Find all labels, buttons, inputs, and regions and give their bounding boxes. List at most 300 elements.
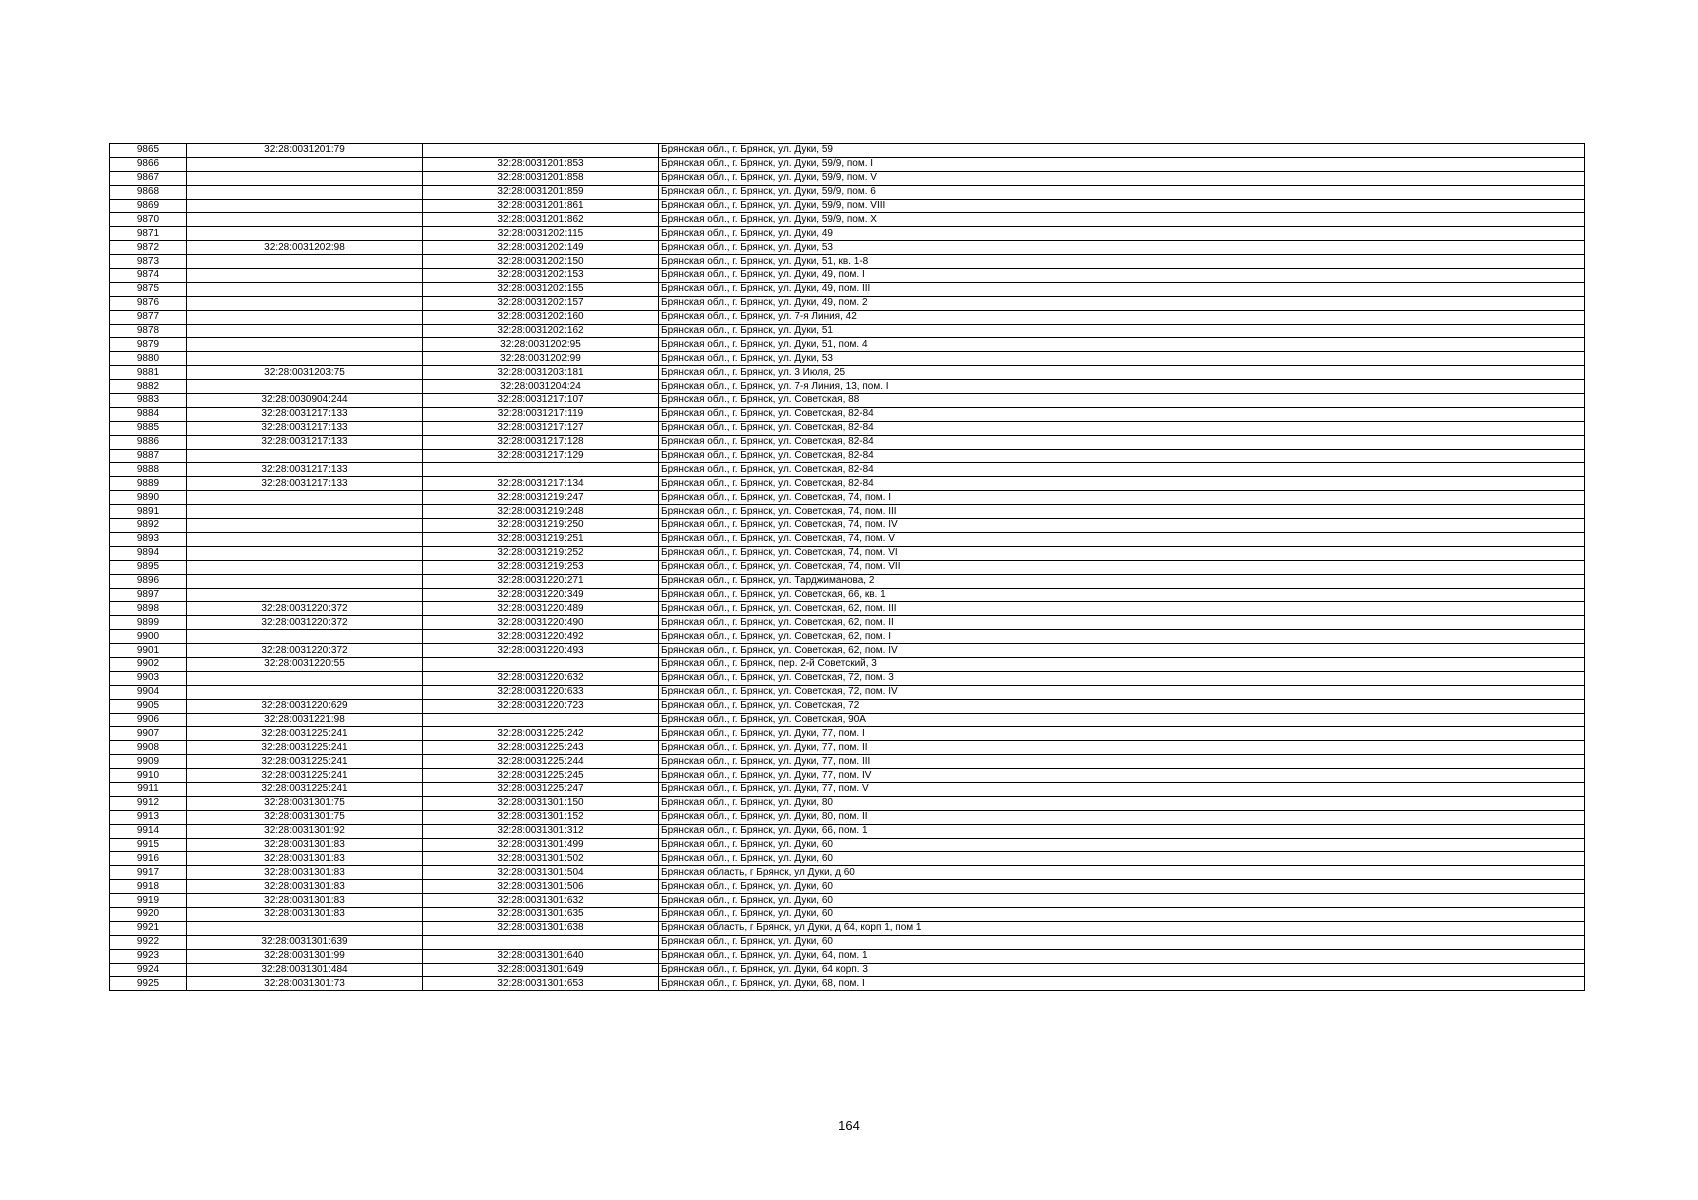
address-cell: Брянская обл., г. Брянск, ул. Советская, 82-84 — [659, 407, 1585, 421]
object-cadastral-number-cell: 32:28:0031201:861 — [423, 199, 659, 213]
address-cell: Брянская обл., г. Брянск, ул. Дуки, 60 — [659, 852, 1585, 866]
table-row — [110, 796, 1585, 810]
address-cell: Брянская обл., г. Брянск, ул. Дуки, 49, пом. 2 — [659, 296, 1585, 310]
row-number-cell: 9873 — [110, 255, 187, 269]
object-cadastral-number-cell: 32:28:0031202:115 — [423, 227, 659, 241]
row-number-cell: 9915 — [110, 838, 187, 852]
cadastral-number-cell — [187, 671, 423, 685]
cadastral-number-cell — [187, 255, 423, 269]
table-row — [110, 407, 1585, 421]
address-cell: Брянская обл., г. Брянск, ул. Дуки, 53 — [659, 352, 1585, 366]
table-row — [110, 727, 1585, 741]
table-row — [110, 769, 1585, 783]
address-cell: Брянская обл., г. Брянск, ул. Советская, 88 — [659, 394, 1585, 408]
cadastral-number-cell: 32:28:0031225:241 — [187, 755, 423, 769]
object-cadastral-number-cell — [423, 657, 659, 671]
address-cell: Брянская обл., г. Брянск, ул. Дуки, 64, пом. 1 — [659, 949, 1585, 963]
table-row — [110, 199, 1585, 213]
table-row — [110, 324, 1585, 338]
cadastral-number-cell: 32:28:0030904:244 — [187, 394, 423, 408]
object-cadastral-number-cell: 32:28:0031202:157 — [423, 296, 659, 310]
object-cadastral-number-cell: 32:28:0031301:635 — [423, 907, 659, 921]
table-row — [110, 907, 1585, 921]
row-number-cell: 9919 — [110, 894, 187, 908]
row-number-cell: 9890 — [110, 491, 187, 505]
table-row — [110, 630, 1585, 644]
row-number-cell: 9909 — [110, 755, 187, 769]
table-row — [110, 519, 1585, 533]
cadastral-number-cell: 32:28:0031217:133 — [187, 421, 423, 435]
address-cell: Брянская обл., г. Брянск, ул. Советская, 74, пом. VII — [659, 560, 1585, 574]
table-row — [110, 602, 1585, 616]
cadastral-number-cell — [187, 213, 423, 227]
address-cell: Брянская обл., г. Брянск, ул. Советская, 74, пом. I — [659, 491, 1585, 505]
cadastral-number-cell — [187, 519, 423, 533]
table-row — [110, 241, 1585, 255]
row-number-cell: 9886 — [110, 435, 187, 449]
address-cell: Брянская область, г Брянск, ул Дуки, д 60 — [659, 866, 1585, 880]
cadastral-number-cell — [187, 380, 423, 394]
table-row — [110, 935, 1585, 949]
row-number-cell: 9913 — [110, 810, 187, 824]
table-row — [110, 421, 1585, 435]
cadastral-number-cell: 32:28:0031220:372 — [187, 616, 423, 630]
table-row — [110, 866, 1585, 880]
table-row — [110, 782, 1585, 796]
object-cadastral-number-cell: 32:28:0031220:489 — [423, 602, 659, 616]
object-cadastral-number-cell: 32:28:0031301:150 — [423, 796, 659, 810]
address-cell: Брянская обл., г. Брянск, ул. Тарджиманова, 2 — [659, 574, 1585, 588]
object-cadastral-number-cell: 32:28:0031301:649 — [423, 963, 659, 977]
object-cadastral-number-cell: 32:28:0031201:859 — [423, 185, 659, 199]
table-row — [110, 657, 1585, 671]
object-cadastral-number-cell: 32:28:0031202:160 — [423, 310, 659, 324]
cadastral-number-cell — [187, 588, 423, 602]
row-number-cell: 9889 — [110, 477, 187, 491]
page-number: 164 — [838, 1118, 860, 1133]
table-row — [110, 588, 1585, 602]
object-cadastral-number-cell: 32:28:0031217:134 — [423, 477, 659, 491]
address-cell: Брянская обл., г. Брянск, ул. Дуки, 60 — [659, 935, 1585, 949]
row-number-cell: 9923 — [110, 949, 187, 963]
row-number-cell: 9902 — [110, 657, 187, 671]
cadastral-number-cell: 32:28:0031301:83 — [187, 880, 423, 894]
table-row — [110, 546, 1585, 560]
table-row — [110, 671, 1585, 685]
row-number-cell: 9924 — [110, 963, 187, 977]
object-cadastral-number-cell: 32:28:0031301:640 — [423, 949, 659, 963]
cadastral-number-cell — [187, 157, 423, 171]
table-row — [110, 963, 1585, 977]
address-cell: Брянская обл., г. Брянск, ул. Дуки, 77, пом. II — [659, 741, 1585, 755]
address-cell: Брянская обл., г. Брянск, ул. Советская, 74, пом. VI — [659, 546, 1585, 560]
row-number-cell: 9879 — [110, 338, 187, 352]
table-row — [110, 921, 1585, 935]
cadastral-number-cell: 32:28:0031217:133 — [187, 435, 423, 449]
cadastral-number-cell — [187, 505, 423, 519]
address-cell: Брянская обл., г. Брянск, ул. Дуки, 80, пом. II — [659, 810, 1585, 824]
object-cadastral-number-cell: 32:28:0031201:858 — [423, 171, 659, 185]
table-row — [110, 144, 1585, 158]
object-cadastral-number-cell: 32:28:0031301:632 — [423, 894, 659, 908]
cadastral-number-cell — [187, 532, 423, 546]
cadastral-number-cell — [187, 630, 423, 644]
table-row — [110, 616, 1585, 630]
cadastral-number-cell — [187, 296, 423, 310]
table-row — [110, 296, 1585, 310]
table-row — [110, 338, 1585, 352]
cadastral-number-cell — [187, 685, 423, 699]
row-number-cell: 9897 — [110, 588, 187, 602]
table-row — [110, 713, 1585, 727]
address-cell: Брянская обл., г. Брянск, ул. Дуки, 51, кв. 1-8 — [659, 255, 1585, 269]
cadastral-number-cell: 32:28:0031301:83 — [187, 852, 423, 866]
cadastral-number-cell — [187, 282, 423, 296]
address-cell: Брянская обл., г. Брянск, ул. Дуки, 68, пом. I — [659, 977, 1585, 991]
address-cell: Брянская обл., г. Брянск, ул. Советская, 74, пом. III — [659, 505, 1585, 519]
table-row — [110, 463, 1585, 477]
object-cadastral-number-cell: 32:28:0031202:95 — [423, 338, 659, 352]
address-cell: Брянская обл., г. Брянск, ул. Дуки, 77, пом. IV — [659, 769, 1585, 783]
row-number-cell: 9896 — [110, 574, 187, 588]
table-row — [110, 644, 1585, 658]
row-number-cell: 9904 — [110, 685, 187, 699]
cadastral-number-cell: 32:28:0031301:73 — [187, 977, 423, 991]
object-cadastral-number-cell: 32:28:0031220:632 — [423, 671, 659, 685]
address-cell: Брянская обл., г. Брянск, ул. Дуки, 60 — [659, 894, 1585, 908]
table-row — [110, 699, 1585, 713]
object-cadastral-number-cell: 32:28:0031204:24 — [423, 380, 659, 394]
table-row — [110, 880, 1585, 894]
table-row — [110, 491, 1585, 505]
object-cadastral-number-cell: 32:28:0031225:243 — [423, 741, 659, 755]
row-number-cell: 9876 — [110, 296, 187, 310]
row-number-cell: 9866 — [110, 157, 187, 171]
cadastral-number-cell: 32:28:0031225:241 — [187, 769, 423, 783]
registry-table — [109, 143, 1585, 991]
address-cell: Брянская обл., г. Брянск, ул. 7-я Линия, 13, пом. I — [659, 380, 1585, 394]
row-number-cell: 9867 — [110, 171, 187, 185]
address-cell: Брянская обл., г. Брянск, ул. Советская, 74, пом. V — [659, 532, 1585, 546]
table-row — [110, 310, 1585, 324]
address-cell: Брянская область, г Брянск, ул Дуки, д 64, корп 1, пом 1 — [659, 921, 1585, 935]
row-number-cell: 9901 — [110, 644, 187, 658]
cadastral-number-cell: 32:28:0031217:133 — [187, 477, 423, 491]
row-number-cell: 9912 — [110, 796, 187, 810]
table-row — [110, 505, 1585, 519]
cadastral-number-cell: 32:28:0031217:133 — [187, 407, 423, 421]
address-cell: Брянская обл., г. Брянск, ул. Дуки, 60 — [659, 907, 1585, 921]
cadastral-number-cell — [187, 171, 423, 185]
object-cadastral-number-cell: 32:28:0031220:493 — [423, 644, 659, 658]
table-row — [110, 213, 1585, 227]
address-cell: Брянская обл., г. Брянск, ул. Советская, 82-84 — [659, 421, 1585, 435]
row-number-cell: 9877 — [110, 310, 187, 324]
address-cell: Брянская обл., г. Брянск, ул. Дуки, 59 — [659, 144, 1585, 158]
row-number-cell: 9921 — [110, 921, 187, 935]
address-cell: Брянская обл., г. Брянск, пер. 2-й Советский, 3 — [659, 657, 1585, 671]
object-cadastral-number-cell: 32:28:0031301:502 — [423, 852, 659, 866]
address-cell: Брянская обл., г. Брянск, ул. Советская, 62, пом. I — [659, 630, 1585, 644]
address-cell: Брянская обл., г. Брянск, ул. Советская, 82-84 — [659, 449, 1585, 463]
cadastral-number-cell — [187, 491, 423, 505]
cadastral-number-cell: 32:28:0031203:75 — [187, 366, 423, 380]
address-cell: Брянская обл., г. Брянск, ул. Советская, 82-84 — [659, 463, 1585, 477]
row-number-cell: 9885 — [110, 421, 187, 435]
cadastral-number-cell: 32:28:0031221:98 — [187, 713, 423, 727]
row-number-cell: 9917 — [110, 866, 187, 880]
table-row — [110, 755, 1585, 769]
object-cadastral-number-cell: 32:28:0031301:506 — [423, 880, 659, 894]
cadastral-number-cell — [187, 574, 423, 588]
address-cell: Брянская обл., г. Брянск, ул. 7-я Линия, 42 — [659, 310, 1585, 324]
object-cadastral-number-cell: 32:28:0031202:155 — [423, 282, 659, 296]
row-number-cell: 9878 — [110, 324, 187, 338]
row-number-cell: 9914 — [110, 824, 187, 838]
table-row — [110, 574, 1585, 588]
address-cell: Брянская обл., г. Брянск, ул. Советская, 62, пом. III — [659, 602, 1585, 616]
row-number-cell: 9892 — [110, 519, 187, 533]
address-cell: Брянская обл., г. Брянск, ул. Дуки, 53 — [659, 241, 1585, 255]
cadastral-number-cell — [187, 324, 423, 338]
table-row — [110, 435, 1585, 449]
table-row — [110, 824, 1585, 838]
object-cadastral-number-cell: 32:28:0031202:162 — [423, 324, 659, 338]
object-cadastral-number-cell: 32:28:0031301:499 — [423, 838, 659, 852]
object-cadastral-number-cell: 32:28:0031219:250 — [423, 519, 659, 533]
table-row — [110, 171, 1585, 185]
address-cell: Брянская обл., г. Брянск, ул. Советская, 74, пом. IV — [659, 519, 1585, 533]
table-row — [110, 227, 1585, 241]
address-cell: Брянская обл., г. Брянск, ул. Советская, 72 — [659, 699, 1585, 713]
address-cell: Брянская обл., г. Брянск, ул. Советская, 82-84 — [659, 477, 1585, 491]
address-cell: Брянская обл., г. Брянск, ул. Дуки, 59/9, пом. V — [659, 171, 1585, 185]
table-row — [110, 255, 1585, 269]
table-row — [110, 838, 1585, 852]
cadastral-number-cell — [187, 227, 423, 241]
address-cell: Брянская обл., г. Брянск, ул. Советская, 90А — [659, 713, 1585, 727]
address-cell: Брянская обл., г. Брянск, ул. Дуки, 59/9, пом. X — [659, 213, 1585, 227]
object-cadastral-number-cell: 32:28:0031219:248 — [423, 505, 659, 519]
object-cadastral-number-cell — [423, 144, 659, 158]
cadastral-number-cell — [187, 546, 423, 560]
cadastral-number-cell: 32:28:0031301:83 — [187, 866, 423, 880]
object-cadastral-number-cell: 32:28:0031201:853 — [423, 157, 659, 171]
address-cell: Брянская обл., г. Брянск, ул. Советская, 62, пом. IV — [659, 644, 1585, 658]
address-cell: Брянская обл., г. Брянск, ул. Дуки, 49 — [659, 227, 1585, 241]
row-number-cell: 9887 — [110, 449, 187, 463]
row-number-cell: 9907 — [110, 727, 187, 741]
table-row — [110, 894, 1585, 908]
row-number-cell: 9908 — [110, 741, 187, 755]
cadastral-number-cell: 32:28:0031225:241 — [187, 727, 423, 741]
address-cell: Брянская обл., г. Брянск, ул. Дуки, 77, пом. V — [659, 782, 1585, 796]
row-number-cell: 9925 — [110, 977, 187, 991]
address-cell: Брянская обл., г. Брянск, ул. Дуки, 51, пом. 4 — [659, 338, 1585, 352]
row-number-cell: 9894 — [110, 546, 187, 560]
table-row — [110, 157, 1585, 171]
row-number-cell: 9899 — [110, 616, 187, 630]
row-number-cell: 9922 — [110, 935, 187, 949]
cadastral-number-cell: 32:28:0031301:75 — [187, 810, 423, 824]
table-row — [110, 366, 1585, 380]
row-number-cell: 9865 — [110, 144, 187, 158]
table-row — [110, 949, 1585, 963]
cadastral-number-cell — [187, 269, 423, 283]
cadastral-number-cell: 32:28:0031220:372 — [187, 602, 423, 616]
row-number-cell: 9920 — [110, 907, 187, 921]
object-cadastral-number-cell: 32:28:0031301:653 — [423, 977, 659, 991]
table-row — [110, 449, 1585, 463]
object-cadastral-number-cell: 32:28:0031202:150 — [423, 255, 659, 269]
table-row — [110, 380, 1585, 394]
object-cadastral-number-cell: 32:28:0031225:242 — [423, 727, 659, 741]
row-number-cell: 9868 — [110, 185, 187, 199]
cadastral-number-cell: 32:28:0031301:83 — [187, 894, 423, 908]
object-cadastral-number-cell — [423, 463, 659, 477]
address-cell: Брянская обл., г. Брянск, ул. Советская, 82-84 — [659, 435, 1585, 449]
table-row — [110, 560, 1585, 574]
object-cadastral-number-cell: 32:28:0031202:99 — [423, 352, 659, 366]
object-cadastral-number-cell: 32:28:0031225:247 — [423, 782, 659, 796]
object-cadastral-number-cell: 32:28:0031301:638 — [423, 921, 659, 935]
row-number-cell: 9881 — [110, 366, 187, 380]
address-cell: Брянская обл., г. Брянск, ул. Дуки, 51 — [659, 324, 1585, 338]
row-number-cell: 9882 — [110, 380, 187, 394]
row-number-cell: 9910 — [110, 769, 187, 783]
row-number-cell: 9888 — [110, 463, 187, 477]
cadastral-number-cell: 32:28:0031225:241 — [187, 741, 423, 755]
table-row — [110, 977, 1585, 991]
row-number-cell: 9916 — [110, 852, 187, 866]
row-number-cell: 9903 — [110, 671, 187, 685]
cadastral-number-cell: 32:28:0031201:79 — [187, 144, 423, 158]
address-cell: Брянская обл., г. Брянск, ул. Дуки, 64 корп. 3 — [659, 963, 1585, 977]
row-number-cell: 9893 — [110, 532, 187, 546]
object-cadastral-number-cell: 32:28:0031220:492 — [423, 630, 659, 644]
object-cadastral-number-cell: 32:28:0031220:633 — [423, 685, 659, 699]
cadastral-number-cell — [187, 449, 423, 463]
cadastral-number-cell: 32:28:0031301:83 — [187, 838, 423, 852]
object-cadastral-number-cell: 32:28:0031225:244 — [423, 755, 659, 769]
table-row — [110, 269, 1585, 283]
cadastral-number-cell: 32:28:0031301:75 — [187, 796, 423, 810]
object-cadastral-number-cell: 32:28:0031217:129 — [423, 449, 659, 463]
object-cadastral-number-cell: 32:28:0031220:271 — [423, 574, 659, 588]
address-cell: Брянская обл., г. Брянск, ул. Дуки, 60 — [659, 838, 1585, 852]
address-cell: Брянская обл., г. Брянск, ул. Советская, 72, пом. 3 — [659, 671, 1585, 685]
address-cell: Брянская обл., г. Брянск, ул. Советская, 62, пом. II — [659, 616, 1585, 630]
address-cell: Брянская обл., г. Брянск, ул. Дуки, 77, пом. I — [659, 727, 1585, 741]
object-cadastral-number-cell: 32:28:0031201:862 — [423, 213, 659, 227]
object-cadastral-number-cell: 32:28:0031219:252 — [423, 546, 659, 560]
cadastral-number-cell: 32:28:0031301:92 — [187, 824, 423, 838]
cadastral-number-cell — [187, 921, 423, 935]
address-cell: Брянская обл., г. Брянск, ул. Советская, 66, кв. 1 — [659, 588, 1585, 602]
cadastral-number-cell: 32:28:0031220:629 — [187, 699, 423, 713]
object-cadastral-number-cell: 32:28:0031301:504 — [423, 866, 659, 880]
cadastral-number-cell — [187, 352, 423, 366]
cadastral-number-cell: 32:28:0031220:55 — [187, 657, 423, 671]
row-number-cell: 9874 — [110, 269, 187, 283]
address-cell: Брянская обл., г. Брянск, ул. Советская, 72, пом. IV — [659, 685, 1585, 699]
row-number-cell: 9911 — [110, 782, 187, 796]
row-number-cell: 9872 — [110, 241, 187, 255]
table-row — [110, 185, 1585, 199]
object-cadastral-number-cell: 32:28:0031202:153 — [423, 269, 659, 283]
table-row — [110, 741, 1585, 755]
cadastral-number-cell: 32:28:0031301:83 — [187, 907, 423, 921]
object-cadastral-number-cell: 32:28:0031225:245 — [423, 769, 659, 783]
object-cadastral-number-cell: 32:28:0031301:152 — [423, 810, 659, 824]
row-number-cell: 9900 — [110, 630, 187, 644]
object-cadastral-number-cell: 32:28:0031220:490 — [423, 616, 659, 630]
table-row — [110, 394, 1585, 408]
address-cell: Брянская обл., г. Брянск, ул. Дуки, 77, пом. III — [659, 755, 1585, 769]
address-cell: Брянская обл., г. Брянск, ул. Дуки, 59/9, пом. I — [659, 157, 1585, 171]
table-row — [110, 810, 1585, 824]
cadastral-number-cell — [187, 338, 423, 352]
address-cell: Брянская обл., г. Брянск, ул. 3 Июля, 25 — [659, 366, 1585, 380]
row-number-cell: 9898 — [110, 602, 187, 616]
row-number-cell: 9905 — [110, 699, 187, 713]
address-cell: Брянская обл., г. Брянск, ул. Дуки, 59/9, пом. 6 — [659, 185, 1585, 199]
object-cadastral-number-cell: 32:28:0031203:181 — [423, 366, 659, 380]
object-cadastral-number-cell: 32:28:0031301:312 — [423, 824, 659, 838]
cadastral-number-cell: 32:28:0031301:639 — [187, 935, 423, 949]
address-cell: Брянская обл., г. Брянск, ул. Дуки, 80 — [659, 796, 1585, 810]
row-number-cell: 9895 — [110, 560, 187, 574]
object-cadastral-number-cell: 32:28:0031217:127 — [423, 421, 659, 435]
row-number-cell: 9870 — [110, 213, 187, 227]
address-cell: Брянская обл., г. Брянск, ул. Дуки, 49, пом. III — [659, 282, 1585, 296]
object-cadastral-number-cell — [423, 935, 659, 949]
object-cadastral-number-cell: 32:28:0031219:251 — [423, 532, 659, 546]
row-number-cell: 9906 — [110, 713, 187, 727]
cadastral-number-cell — [187, 310, 423, 324]
cadastral-number-cell: 32:28:0031301:99 — [187, 949, 423, 963]
address-cell: Брянская обл., г. Брянск, ул. Дуки, 60 — [659, 880, 1585, 894]
object-cadastral-number-cell: 32:28:0031217:107 — [423, 394, 659, 408]
row-number-cell: 9869 — [110, 199, 187, 213]
cadastral-number-cell: 32:28:0031225:241 — [187, 782, 423, 796]
object-cadastral-number-cell — [423, 713, 659, 727]
object-cadastral-number-cell: 32:28:0031217:128 — [423, 435, 659, 449]
object-cadastral-number-cell: 32:28:0031217:119 — [423, 407, 659, 421]
table-row — [110, 532, 1585, 546]
table-row — [110, 685, 1585, 699]
object-cadastral-number-cell: 32:28:0031219:247 — [423, 491, 659, 505]
cadastral-number-cell: 32:28:0031217:133 — [187, 463, 423, 477]
cadastral-number-cell: 32:28:0031220:372 — [187, 644, 423, 658]
object-cadastral-number-cell: 32:28:0031202:149 — [423, 241, 659, 255]
object-cadastral-number-cell: 32:28:0031219:253 — [423, 560, 659, 574]
row-number-cell: 9918 — [110, 880, 187, 894]
table-row — [110, 477, 1585, 491]
row-number-cell: 9884 — [110, 407, 187, 421]
address-cell: Брянская обл., г. Брянск, ул. Дуки, 49, пом. I — [659, 269, 1585, 283]
cadastral-number-cell — [187, 199, 423, 213]
address-cell: Брянская обл., г. Брянск, ул. Дуки, 59/9, пом. VIII — [659, 199, 1585, 213]
object-cadastral-number-cell: 32:28:0031220:723 — [423, 699, 659, 713]
cadastral-number-cell — [187, 560, 423, 574]
row-number-cell: 9880 — [110, 352, 187, 366]
table-row — [110, 352, 1585, 366]
row-number-cell: 9875 — [110, 282, 187, 296]
table-row — [110, 852, 1585, 866]
object-cadastral-number-cell: 32:28:0031220:349 — [423, 588, 659, 602]
row-number-cell: 9891 — [110, 505, 187, 519]
